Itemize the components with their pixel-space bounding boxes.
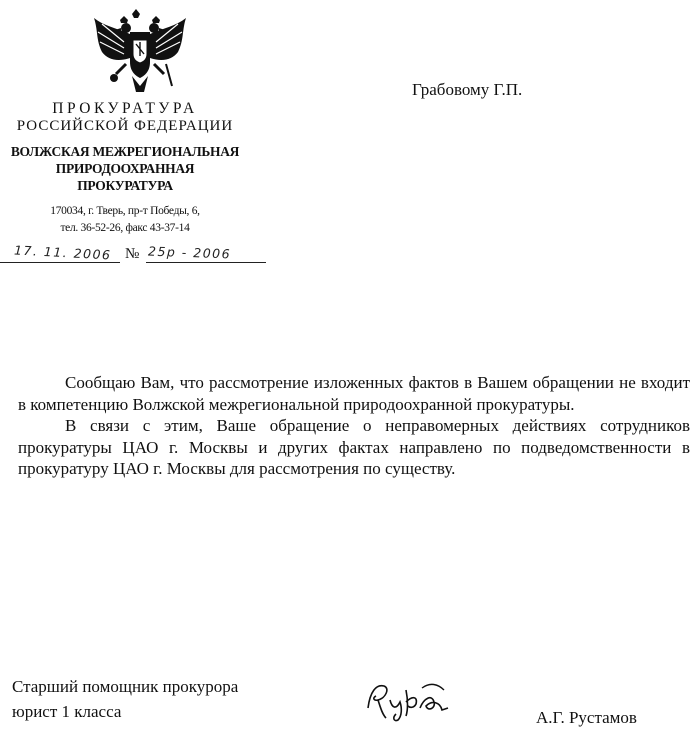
document-date: 17. 11. 2006 [13,242,112,263]
letter-body [18,372,690,480]
document-number: 25р - 2006 [147,243,232,262]
org-name-line: ПРИРОДООХРАННАЯ [55,161,195,176]
number-underline [146,262,266,263]
body-paragraph: В связи с этим, Ваше обращение о неправомерных действиях сотрудников прокуратуры ЦАО г. Москвы и других фактах направлено по подведомственности в прокуратуру ЦАО г. Москвы для рассмотрения по существу. [18,416,690,478]
date-underline [0,262,120,263]
org-country: РОССИЙСКОЙ ФЕДЕРАЦИИ [16,118,234,134]
org-name-line: ВОЛЖСКАЯ МЕЖРЕГИОНАЛЬНАЯ [10,144,240,159]
org-name-line: ПРОКУРАТУРА [77,178,173,193]
signer-name: А.Г. Рустамов [536,708,637,727]
org-address: 170034, г. Тверь, пр-т Победы, 6, [50,205,200,217]
number-sign: № [125,246,140,262]
signer-position: Старший помощник прокурора [12,677,239,696]
body-paragraph: Сообщаю Вам, что рассмотрение изложенных фактов в Вашем обращении не входит в компетенцию Волжской межрегиональной природоохранной прокуратуры. [18,373,690,414]
coat-of-arms-icon [86,8,194,100]
org-title: ПРОКУРАТУРА [52,100,198,117]
org-address-block [0,203,250,237]
recipient: Грабовому Г.П. [412,80,523,99]
signer-rank: юрист 1 класса [12,702,122,721]
signature-mark [362,678,452,722]
org-phones: тел. 36-52-26, факс 43-37-14 [60,222,190,234]
org-name [0,143,250,194]
